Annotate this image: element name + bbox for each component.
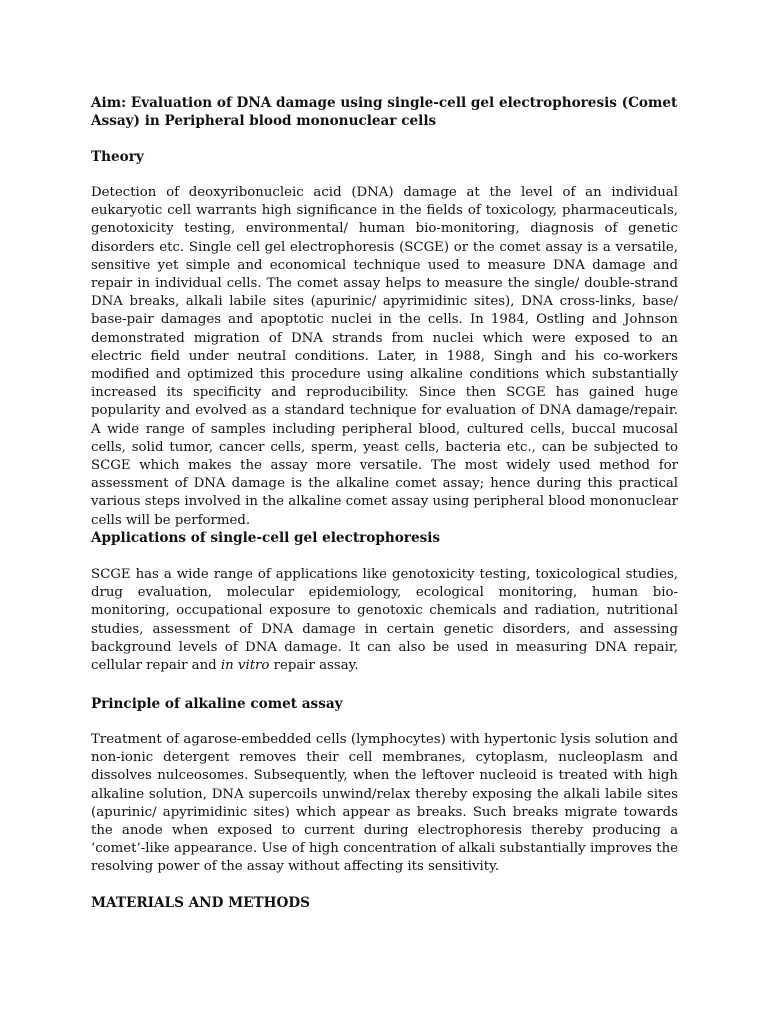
principle-heading: Principle of alkaline comet assay [91,696,343,712]
document-title: Aim: Evaluation of DNA damage using single-cell gel electrophoresis (Comet Assay) in Peripheral blood mononuclear cells [91,95,678,129]
materials-heading: MATERIALS AND METHODS [91,895,310,911]
applications-paragraph [91,566,678,675]
applications-text-italic: in vitro [220,658,270,674]
theory-heading: Theory [91,149,144,165]
theory-paragraph: Detection of deoxyribonucleic acid (DNA) damage at the level of an individual eukaryotic cell warrants high significance in the fields of toxicology, pharmaceuticals, genotoxicity testing, environmental/ human bio-monitoring, diagnosis of genetic disorders etc. Single cell gel electrophoresis (SCGE) or the comet assay is a versatile, sensitive yet simple and economical technique used to measure DNA damage and repair in individual cells. The comet assay helps to measure the single/ double-strand DNA breaks, alkali labile sites (apurinic/ apyrimidinic sites), DNA cross-links, base/ base-pair damages and apoptotic nuclei in the cells. In 1984, Ostling and Johnson demonstrated migration of DNA strands from nuclei which were exposed to an electric field under neutral conditions. Later, in 1988, Singh and his co-workers modified and optimized this procedure using alkaline conditions which substantially increased its specificity and reproducibility. Since then SCGE has gained huge popularity and evolved as a standard technique for evaluation of DNA damage/repair. A wide range of samples including peripheral blood, cultured cells, buccal mucosal cells, solid tumor, cancer cells, sperm, yeast cells, bacteria etc., can be subjected to SCGE which makes the assay more versatile. The most widely used method for assessment of DNA damage is the alkaline comet assay; hence during this practical various steps involved in the alkaline comet assay using peripheral blood mononuclear cells will be performed. [91,185,678,528]
applications-text-part-1: SCGE has a wide range of applications like genotoxicity testing, toxicological studies, drug evaluation, molecular epidemiology, ecological monitoring, human bio-monitoring, occupational exposure to genotoxic chemicals and radiation, nutritional studies, assessment of DNA damage in certain genetic disorders, and assessing background levels of DNA damage. It can also be used in measuring DNA repair, cellular repair and [91,567,678,674]
principle-paragraph: Treatment of agarose-embedded cells (lymphocytes) with hypertonic lysis solution and non-ionic detergent removes their cell membranes, cytoplasm, nucleoplasm and dissolves nulceosomes. Subsequently, when the leftover nucleoid is treated with high alkaline solution, DNA supercoils unwind/relax thereby exposing the alkali labile sites (apurinic/ apyrimidinic sites) which appear as breaks. Such breaks migrate towards the anode when exposed to current during electrophoresis thereby producing a ‘comet’-like appearance. Use of high concentration of alkali substantially improves the resolving power of the assay without affecting its sensitivity. [91,732,678,875]
applications-text-part-2: repair assay. [269,658,359,674]
applications-heading: Applications of single-cell gel electrophoresis [91,530,441,546]
